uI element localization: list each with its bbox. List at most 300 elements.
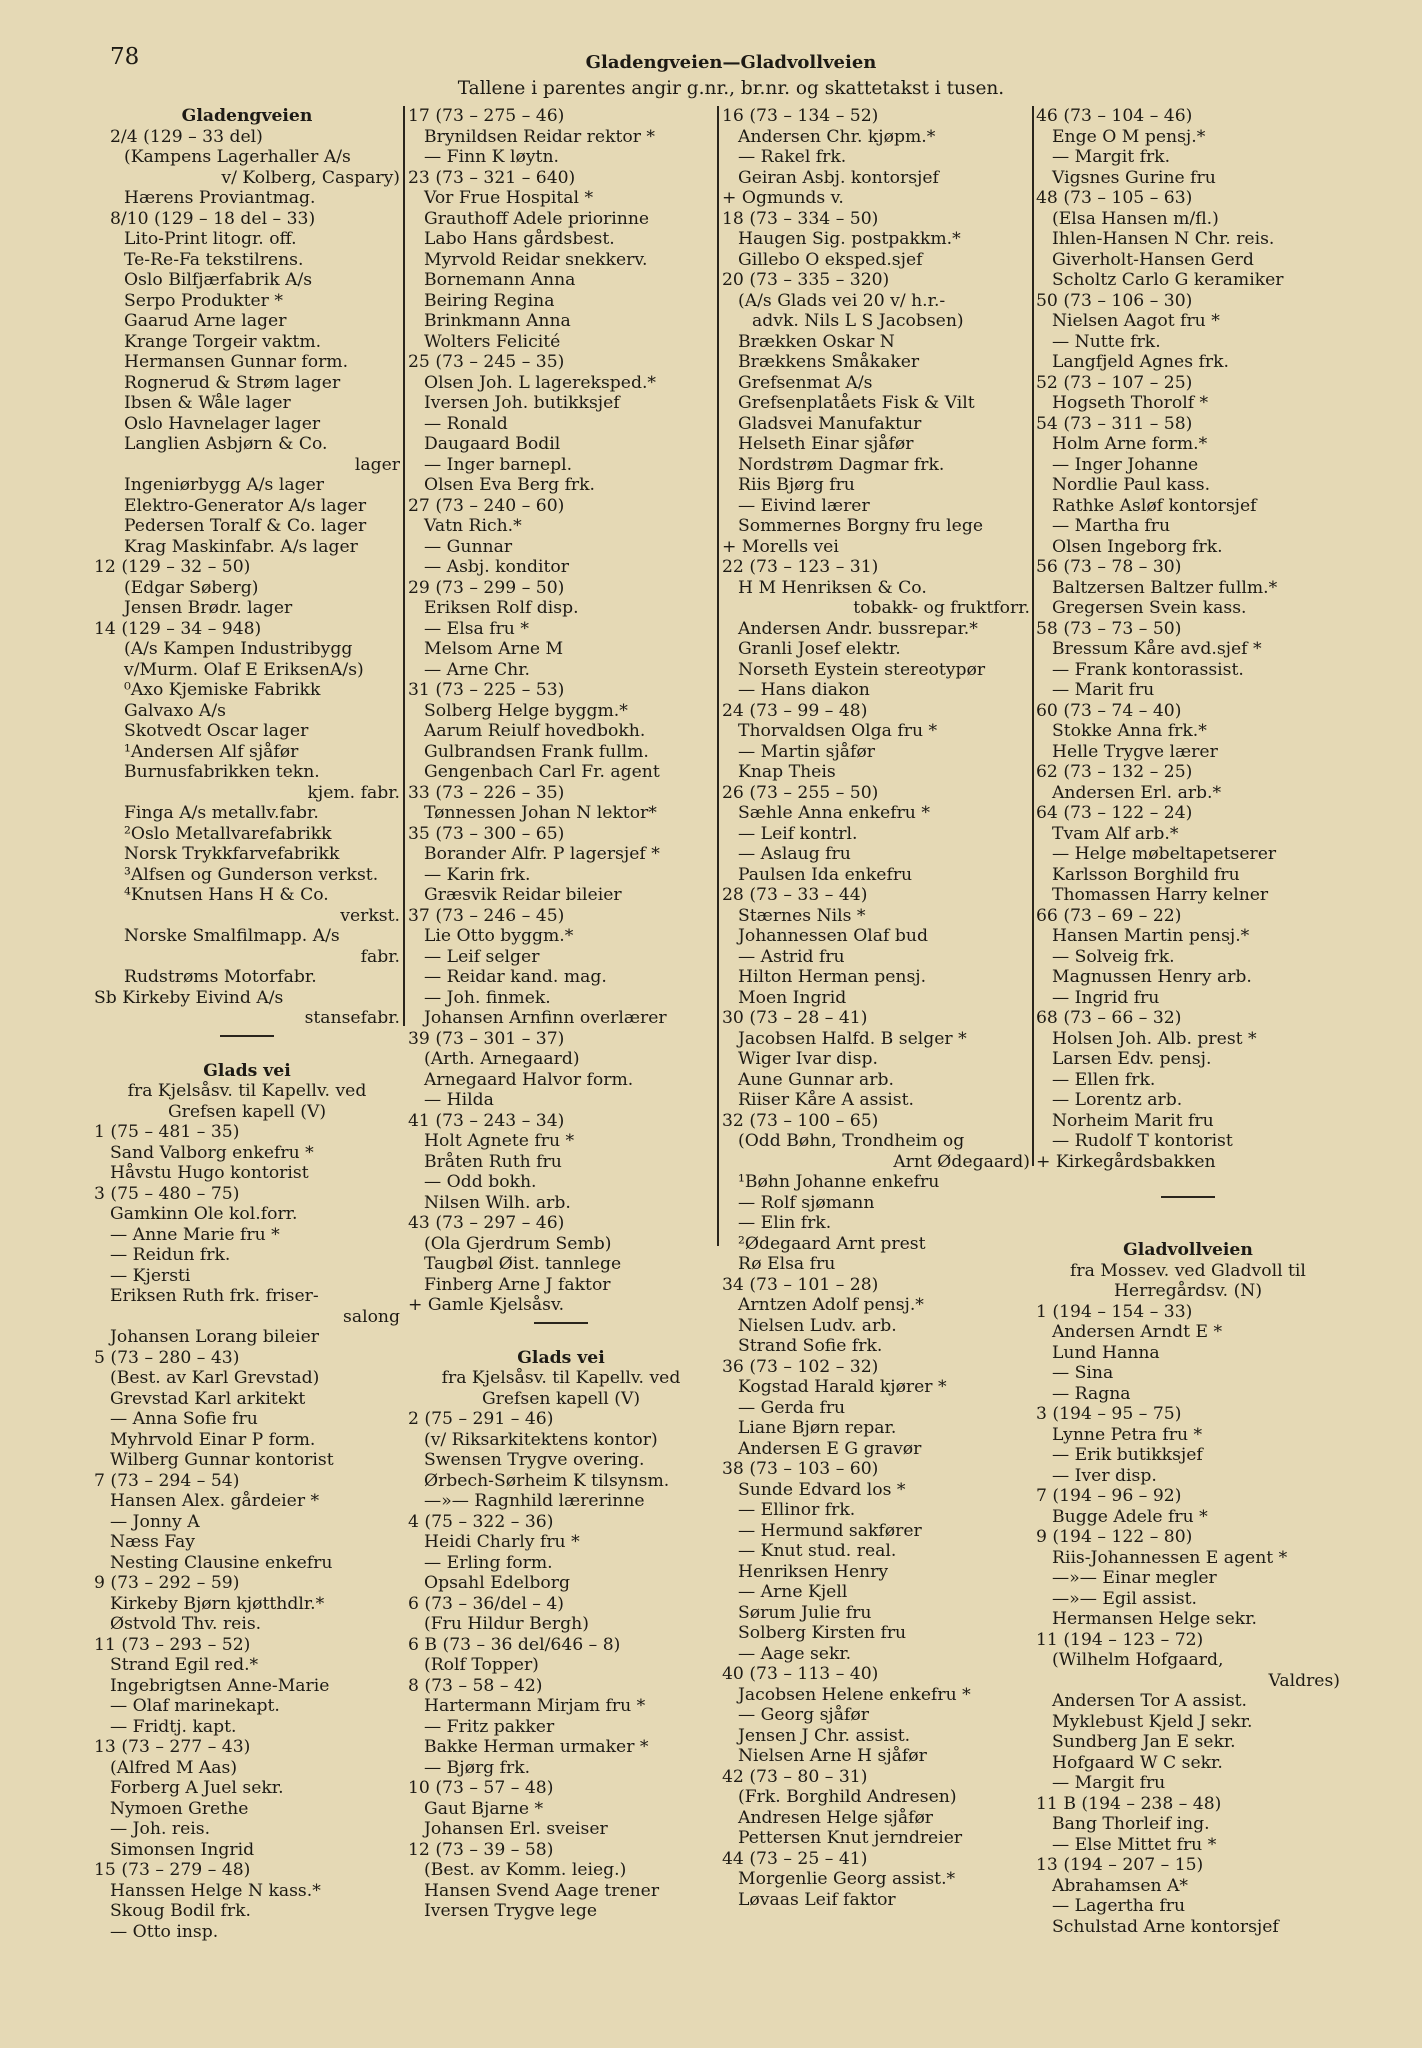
column-divider bbox=[403, 106, 405, 1026]
directory-line: — Ronald bbox=[424, 413, 508, 434]
directory-line: Andersen Arndt E * bbox=[1052, 1322, 1223, 1342]
directory-line: 27 (73 – 240 – 60) bbox=[408, 495, 565, 516]
directory-line: Sand Valborg enkefru * bbox=[110, 1142, 314, 1163]
directory-line: Nielsen Ludv. arb. bbox=[738, 1315, 897, 1336]
directory-line: Pettersen Knut jerndreier bbox=[738, 1828, 963, 1848]
directory-line: — Nutte frk. bbox=[1052, 331, 1161, 352]
spacer bbox=[1036, 1204, 1340, 1222]
directory-line: 6 (73 – 36/del – 4) bbox=[408, 1593, 564, 1614]
directory-line: 31 (73 – 225 – 53) bbox=[408, 680, 565, 700]
directory-line: 44 (73 – 25 – 41) bbox=[722, 1848, 868, 1869]
directory-line: advk. Nils L S Jacobsen) bbox=[752, 311, 964, 331]
directory-line: Norheim Marit fru bbox=[1052, 1110, 1214, 1131]
directory-line: — Reidar kand. mag. bbox=[424, 967, 607, 987]
directory-line: 41 (73 – 243 – 34) bbox=[408, 1110, 565, 1131]
directory-line: 14 (129 – 34 – 948) bbox=[94, 618, 262, 639]
directory-line: Ihlen-Hansen N Chr. reis. bbox=[1052, 229, 1275, 249]
directory-line: 29 (73 – 299 – 50) bbox=[408, 577, 565, 598]
directory-line: Ibsen & Wåle lager bbox=[124, 393, 291, 413]
directory-line: Sundberg Jan E sekr. bbox=[1052, 1732, 1236, 1752]
directory-line: Holsen Joh. Alb. prest * bbox=[1052, 1028, 1257, 1049]
directory-line: 5 (73 – 280 – 43) bbox=[94, 1347, 240, 1368]
directory-line: fabr. bbox=[360, 946, 400, 967]
directory-line: Johansen Erl. sveiser bbox=[424, 1819, 608, 1839]
directory-line: + Kirkegårdsbakken bbox=[1036, 1151, 1216, 1172]
directory-line: — Margit frk. bbox=[1052, 147, 1171, 167]
directory-line: Burnusfabrikken tekn. bbox=[124, 762, 320, 782]
directory-line: (Rolf Topper) bbox=[424, 1655, 539, 1675]
directory-line: — Astrid fru bbox=[738, 946, 845, 967]
directory-line: 33 (73 – 226 – 35) bbox=[408, 782, 565, 803]
directory-line: Andersen Erl. arb.* bbox=[1052, 782, 1222, 803]
directory-line: Skoug Bodil frk. bbox=[110, 1901, 251, 1921]
directory-line: 23 (73 – 321 – 640) bbox=[408, 167, 576, 188]
directory-line: Holt Agnete fru * bbox=[424, 1131, 575, 1151]
directory-line: 60 (73 – 74 – 40) bbox=[1036, 700, 1182, 721]
directory-line: 26 (73 – 255 – 50) bbox=[722, 782, 879, 803]
directory-line: 11 (73 – 293 – 52) bbox=[94, 1634, 251, 1655]
directory-line: Iversen Trygve lege bbox=[424, 1901, 597, 1921]
directory-line: — Anne Marie fru * bbox=[110, 1224, 280, 1245]
directory-line: 12 (129 – 32 – 50) bbox=[94, 557, 251, 577]
section-divider bbox=[408, 1316, 714, 1330]
directory-line: Vigsnes Gurine fru bbox=[1052, 167, 1216, 188]
directory-line: — Kjersti bbox=[110, 1265, 191, 1286]
directory-line: Wolters Felicité bbox=[424, 331, 561, 352]
directory-line: 2/4 (129 – 33 del) bbox=[110, 126, 263, 147]
directory-line: Sb Kirkeby Eivind A/s bbox=[94, 987, 284, 1008]
directory-line: Myklebust Kjeld J sekr. bbox=[1052, 1711, 1253, 1732]
directory-line: (Alfred M Aas) bbox=[110, 1757, 238, 1778]
directory-line: Gladsvei Manufaktur bbox=[738, 413, 922, 434]
directory-line: 11 B (194 – 238 – 48) bbox=[1036, 1793, 1222, 1814]
directory-line: Stærnes Nils * bbox=[738, 905, 866, 926]
directory-line: Grefsen kapell (V) bbox=[481, 1388, 641, 1409]
directory-line: — Fridtj. kapt. bbox=[110, 1716, 237, 1737]
directory-line: Kogstad Harald kjører * bbox=[738, 1377, 947, 1397]
directory-line: Helle Trygve lærer bbox=[1052, 741, 1218, 762]
directory-line: Beiring Regina bbox=[424, 290, 555, 311]
directory-line: Arnt Ødegaard) bbox=[893, 1151, 1030, 1172]
directory-line: — Fritz pakker bbox=[424, 1716, 555, 1737]
directory-line: — Ellinor frk. bbox=[738, 1500, 856, 1520]
directory-line: Brinkmann Anna bbox=[424, 311, 571, 331]
directory-line: Aune Gunnar arb. bbox=[738, 1069, 894, 1090]
directory-line: Daugaard Bodil bbox=[424, 434, 561, 454]
directory-line: + Ogmunds v. bbox=[722, 188, 844, 208]
directory-line: — Hans diakon bbox=[738, 680, 870, 700]
column-1 bbox=[94, 106, 400, 2026]
directory-line: — Arne Kjell bbox=[738, 1582, 848, 1602]
directory-line: — Elin frk. bbox=[738, 1213, 832, 1233]
directory-line: Elektro-Generator A/s lager bbox=[124, 495, 367, 516]
directory-line: 28 (73 – 33 – 44) bbox=[722, 885, 868, 905]
directory-line: Skotvedt Oscar lager bbox=[124, 721, 309, 741]
directory-line: 54 (73 – 311 – 58) bbox=[1036, 413, 1193, 434]
directory-line: Jacobsen Helene enkefru * bbox=[738, 1684, 971, 1705]
directory-line: Hansen Martin pensj.* bbox=[1052, 926, 1250, 946]
directory-line: Borander Alfr. P lagersjef * bbox=[424, 844, 660, 864]
directory-line: 12 (73 – 39 – 58) bbox=[408, 1839, 554, 1860]
directory-line: Hermansen Gunnar form. bbox=[124, 352, 349, 372]
directory-line: Bugge Adele fru * bbox=[1052, 1506, 1208, 1527]
directory-line: 9 (73 – 292 – 59) bbox=[94, 1573, 240, 1593]
directory-line: Arntzen Adolf pensj.* bbox=[738, 1295, 924, 1315]
directory-line: Gulbrandsen Frank fullm. bbox=[424, 741, 649, 762]
directory-line: Wiger Ivar disp. bbox=[738, 1049, 878, 1069]
directory-line: Norsk Trykkfarvefabrikk bbox=[124, 844, 340, 864]
directory-line: Sommernes Borgny fru lege bbox=[738, 516, 984, 536]
spacer bbox=[94, 1043, 400, 1061]
directory-line: — Olaf marinekapt. bbox=[110, 1696, 280, 1716]
page-title: Gladengveien—Gladvollveien bbox=[585, 52, 877, 73]
directory-line: — Elsa fru * bbox=[424, 618, 529, 639]
directory-line: 38 (73 – 103 – 60) bbox=[722, 1459, 879, 1479]
directory-line: — Sina bbox=[1052, 1363, 1114, 1383]
directory-line: — Leif kontrl. bbox=[738, 823, 858, 844]
directory-line: kjem. fabr. bbox=[307, 782, 400, 803]
page-subtitle: Tallene i parentes angir g.nr., br.nr. og skattetakst i tusen. bbox=[457, 78, 1005, 99]
directory-line: 42 (73 – 80 – 31) bbox=[722, 1766, 868, 1787]
directory-line: 16 (73 – 134 – 52) bbox=[722, 106, 879, 126]
directory-line: 56 (73 – 78 – 30) bbox=[1036, 557, 1182, 577]
directory-line: 9 (194 – 122 – 80) bbox=[1036, 1527, 1193, 1547]
directory-line: — Odd bokh. bbox=[424, 1172, 537, 1192]
directory-line: 24 (73 – 99 – 48) bbox=[722, 700, 868, 721]
directory-line: Sæhle Anna enkefru * bbox=[738, 803, 930, 823]
directory-line: Riis-Johannessen E agent * bbox=[1052, 1547, 1288, 1568]
directory-line: Jensen J Chr. assist. bbox=[738, 1725, 911, 1746]
directory-line: Rognerud & Strøm lager bbox=[124, 372, 341, 393]
directory-line: — Margit fru bbox=[1052, 1773, 1166, 1793]
directory-line: Nielsen Aagot fru * bbox=[1052, 311, 1220, 331]
directory-line: Swensen Trygve overing. bbox=[424, 1450, 645, 1470]
directory-line: fra Kjelsåsv. til Kapellv. ved bbox=[441, 1368, 681, 1388]
directory-line: Schulstad Arne kontorsjef bbox=[1052, 1916, 1279, 1937]
directory-line: Oslo Havnelager lager bbox=[124, 413, 321, 434]
directory-line: Hærens Proviantmag. bbox=[124, 188, 316, 208]
directory-line: 18 (73 – 334 – 50) bbox=[722, 208, 879, 229]
directory-line: 1 (194 – 154 – 33) bbox=[1036, 1301, 1193, 1322]
directory-line: Løvaas Leif faktor bbox=[738, 1889, 896, 1910]
directory-line: Lie Otto byggm.* bbox=[424, 926, 574, 946]
directory-line: Melsom Arne M bbox=[424, 639, 564, 659]
directory-line: Olsen Ingeborg frk. bbox=[1052, 536, 1223, 557]
directory-line: Krag Maskinfabr. A/s lager bbox=[124, 536, 358, 557]
directory-line: (Kampens Lagerhaller A/s bbox=[124, 147, 351, 167]
directory-line: — Karin frk. bbox=[424, 864, 531, 885]
directory-line: 46 (73 – 104 – 46) bbox=[1036, 106, 1193, 126]
directory-line: 7 (194 – 96 – 92) bbox=[1036, 1486, 1182, 1506]
directory-line: Eriksen Rolf disp. bbox=[424, 598, 579, 618]
directory-line: — Ellen frk. bbox=[1052, 1069, 1156, 1090]
directory-line: 13 (194 – 207 – 15) bbox=[1036, 1855, 1204, 1875]
directory-line: Vor Frue Hospital * bbox=[424, 188, 594, 208]
directory-line: Morgenlie Georg assist.* bbox=[738, 1869, 956, 1889]
directory-line: verkst. bbox=[340, 905, 400, 926]
directory-line: Geiran Asbj. kontorsjef bbox=[738, 167, 939, 188]
directory-line: Myrvold Reidar snekkerv. bbox=[424, 249, 648, 270]
directory-line: Langfjeld Agnes frk. bbox=[1052, 352, 1229, 372]
directory-line: 30 (73 – 28 – 41) bbox=[722, 1008, 868, 1028]
street-heading: Glads vei bbox=[203, 1060, 291, 1081]
spacer bbox=[1036, 1222, 1340, 1240]
directory-line: Wilberg Gunnar kontorist bbox=[110, 1450, 334, 1470]
directory-line: Abrahamsen A* bbox=[1052, 1875, 1189, 1896]
directory-line: Norske Smalfilmapp. A/s bbox=[124, 926, 340, 946]
directory-line: ²Ødegaard Arnt prest bbox=[738, 1233, 926, 1254]
directory-line: Hansen Svend Aage trener bbox=[424, 1880, 660, 1901]
directory-line: — Martha fru bbox=[1052, 516, 1171, 536]
directory-line: — Else Mittet fru * bbox=[1052, 1834, 1217, 1855]
directory-line: (Edgar Søberg) bbox=[124, 577, 259, 598]
directory-line: Strand Egil red.* bbox=[110, 1655, 259, 1675]
directory-line: (Wilhelm Hofgaard, bbox=[1052, 1650, 1224, 1670]
directory-line: Gamkinn Ole kol.forr. bbox=[110, 1204, 298, 1224]
directory-line: Olsen Joh. L lagereksped.* bbox=[424, 372, 656, 393]
directory-line: Grevstad Karl arkitekt bbox=[110, 1388, 306, 1409]
spacer bbox=[1036, 1172, 1340, 1190]
directory-line: Haugen Sig. postpakkm.* bbox=[738, 229, 961, 249]
directory-line: (Arth. Arnegaard) bbox=[424, 1049, 580, 1069]
directory-line: Moen Ingrid bbox=[738, 987, 847, 1008]
directory-line: Nielsen Arne H sjåfør bbox=[738, 1746, 927, 1766]
directory-line: 62 (73 – 132 – 25) bbox=[1036, 762, 1193, 782]
directory-line: Sunde Edvard los * bbox=[738, 1479, 906, 1500]
directory-line: Bornemann Anna bbox=[424, 270, 576, 290]
directory-line: — Helge møbeltapetserer bbox=[1052, 844, 1277, 864]
street-heading: Glads vei bbox=[517, 1347, 605, 1368]
directory-line: Rø Elsa fru bbox=[738, 1254, 836, 1274]
directory-line: — Jonny A bbox=[110, 1511, 200, 1532]
directory-line: 32 (73 – 100 – 65) bbox=[722, 1110, 879, 1131]
directory-line: lager bbox=[354, 454, 400, 475]
directory-line: 1 (75 – 481 – 35) bbox=[94, 1122, 240, 1142]
directory-line: Nordlie Paul kass. bbox=[1052, 475, 1211, 495]
directory-line: Johansen Lorang bileier bbox=[110, 1327, 319, 1347]
directory-line: ²Oslo Metallvarefabrikk bbox=[124, 823, 332, 844]
directory-line: Simonsen Ingrid bbox=[110, 1839, 255, 1860]
directory-line: Østvold Thv. reis. bbox=[110, 1614, 262, 1634]
directory-line: Solberg Kirsten fru bbox=[738, 1623, 907, 1643]
directory-line: Granli Josef elektr. bbox=[738, 639, 901, 659]
directory-line: — Reidun frk. bbox=[110, 1245, 231, 1265]
directory-line: Finberg Arne J faktor bbox=[424, 1274, 611, 1295]
directory-line: Karlsson Borghild fru bbox=[1052, 864, 1240, 885]
directory-line: 2 (75 – 291 – 46) bbox=[408, 1409, 554, 1429]
directory-line: 36 (73 – 102 – 32) bbox=[722, 1356, 879, 1377]
directory-line: — Rolf sjømann bbox=[738, 1192, 875, 1213]
directory-line: Nordstrøm Dagmar frk. bbox=[738, 454, 945, 475]
directory-line: Herregårdsv. (N) bbox=[1113, 1281, 1263, 1301]
directory-line: — Solveig frk. bbox=[1052, 946, 1175, 967]
directory-line: ¹Andersen Alf sjåfør bbox=[124, 741, 299, 762]
directory-line: 15 (73 – 279 – 48) bbox=[94, 1860, 251, 1880]
directory-line: salong bbox=[343, 1306, 400, 1327]
directory-line: 34 (73 – 101 – 28) bbox=[722, 1274, 879, 1295]
directory-line: 22 (73 – 123 – 31) bbox=[722, 557, 879, 577]
directory-line: 17 (73 – 275 – 46) bbox=[408, 106, 565, 126]
directory-line: Grauthoff Adele priorinne bbox=[424, 208, 650, 229]
directory-line: Stokke Anna frk.* bbox=[1052, 721, 1207, 741]
directory-line: Græsvik Reidar bileier bbox=[424, 885, 622, 905]
directory-line: 52 (73 – 107 – 25) bbox=[1036, 372, 1193, 393]
directory-line: Serpo Produkter * bbox=[124, 290, 283, 311]
directory-line: 20 (73 – 335 – 320) bbox=[722, 270, 890, 290]
directory-line: Oslo Bilfjærfabrik A/s bbox=[124, 270, 313, 290]
directory-line: Jensen Brødr. lager bbox=[124, 598, 293, 618]
directory-line: (v/ Riksarkitektens kontor) bbox=[424, 1429, 658, 1450]
directory-line: Hartermann Mirjam fru * bbox=[424, 1696, 646, 1716]
directory-line: — Otto insp. bbox=[110, 1921, 219, 1942]
directory-line: 43 (73 – 297 – 46) bbox=[408, 1213, 565, 1233]
directory-line: ⁰Axo Kjemiske Fabrikk bbox=[124, 680, 321, 700]
directory-line: (Ola Gjerdrum Semb) bbox=[424, 1233, 612, 1254]
directory-line: — Lorentz arb. bbox=[1052, 1090, 1183, 1110]
directory-line: — Ingrid fru bbox=[1052, 987, 1160, 1008]
directory-line: 4 (75 – 322 – 36) bbox=[408, 1511, 554, 1532]
directory-line: 10 (73 – 57 – 48) bbox=[408, 1778, 554, 1798]
directory-line: Hermansen Helge sekr. bbox=[1052, 1609, 1258, 1629]
directory-line: — Frank kontorassist. bbox=[1052, 659, 1244, 680]
directory-line: 58 (73 – 73 – 50) bbox=[1036, 618, 1182, 639]
directory-line: fra Kjelsåsv. til Kapellv. ved bbox=[127, 1081, 367, 1101]
directory-line: Håvstu Hugo kontorist bbox=[110, 1163, 309, 1183]
directory-line: (Frk. Borghild Andresen) bbox=[738, 1787, 957, 1807]
directory-line: Olsen Eva Berg frk. bbox=[424, 475, 596, 495]
directory-line: — Anna Sofie fru bbox=[110, 1409, 258, 1429]
directory-line: Johannessen Olaf bud bbox=[738, 926, 928, 946]
directory-line: Nymoen Grethe bbox=[110, 1798, 249, 1819]
directory-line: — Gerda fru bbox=[738, 1397, 846, 1418]
directory-line: 8/10 (129 – 18 del – 33) bbox=[110, 208, 316, 229]
directory-line: Grefsenplatåets Fisk & Vilt bbox=[738, 393, 975, 413]
directory-line: 40 (73 – 113 – 40) bbox=[722, 1664, 879, 1684]
directory-line: Bang Thorleif ing. bbox=[1052, 1814, 1210, 1834]
directory-line: Te-Re-Fa tekstilrens. bbox=[124, 249, 304, 270]
directory-line: Tvam Alf arb.* bbox=[1052, 823, 1179, 844]
directory-line: Hogseth Thorolf * bbox=[1052, 393, 1209, 413]
directory-line: Hansen Alex. gårdeier * bbox=[110, 1491, 320, 1511]
directory-line: Lito-Print litogr. off. bbox=[124, 229, 297, 249]
directory-line: Bråten Ruth fru bbox=[424, 1151, 562, 1172]
directory-line: fra Mossev. ved Gladvoll til bbox=[1070, 1260, 1306, 1281]
directory-line: 39 (73 – 301 – 37) bbox=[408, 1028, 565, 1049]
directory-line: Tønnessen Johan N lektor* bbox=[424, 803, 657, 823]
directory-line: Andersen E G gravør bbox=[738, 1438, 922, 1459]
directory-line: Pedersen Toralf & Co. lager bbox=[124, 516, 367, 536]
directory-line: Brækkens Småkaker bbox=[738, 352, 920, 372]
directory-line: — Joh. reis. bbox=[110, 1819, 211, 1839]
directory-line: Brækken Oskar N bbox=[738, 331, 895, 352]
directory-line: Larsen Edv. pensj. bbox=[1052, 1049, 1212, 1069]
column-divider bbox=[717, 106, 719, 1246]
directory-line: — Ragna bbox=[1052, 1383, 1131, 1404]
directory-line: Johansen Arnfinn overlærer bbox=[424, 1008, 667, 1028]
directory-line: Labo Hans gårdsbest. bbox=[424, 229, 615, 249]
street-heading: Gladvollveien bbox=[1123, 1240, 1253, 1260]
directory-line: Scholtz Carlo G keramiker bbox=[1052, 270, 1284, 290]
column-3 bbox=[722, 106, 1030, 2026]
directory-line: — Martin sjåfør bbox=[738, 741, 875, 762]
directory-line: Strand Sofie frk. bbox=[738, 1336, 883, 1356]
directory-line: (A/s Glads vei 20 v/ h.r.- bbox=[738, 290, 946, 311]
directory-line: Bressum Kåre avd.sjef * bbox=[1052, 639, 1262, 659]
directory-line: 3 (194 – 95 – 75) bbox=[1036, 1404, 1182, 1424]
directory-line: Rathke Asløf kontorsjef bbox=[1052, 495, 1257, 516]
directory-line: 50 (73 – 106 – 30) bbox=[1036, 290, 1193, 311]
directory-line: —»— Ragnhild lærerinne bbox=[424, 1491, 645, 1511]
directory-line: — Rudolf T kontorist bbox=[1052, 1131, 1233, 1151]
directory-line: Valdres) bbox=[1268, 1670, 1340, 1691]
spacer bbox=[408, 1330, 714, 1348]
directory-line: —»— Egil assist. bbox=[1052, 1588, 1197, 1609]
directory-line: Iversen Joh. butikksjef bbox=[424, 393, 620, 413]
directory-line: Gaut Bjarne * bbox=[424, 1798, 544, 1819]
directory-line: Bakke Herman urmaker * bbox=[424, 1737, 649, 1757]
directory-line: — Hilda bbox=[424, 1090, 494, 1110]
directory-line: — Bjørg frk. bbox=[424, 1757, 531, 1778]
directory-line: Ingeniørbygg A/s lager bbox=[124, 475, 324, 495]
directory-line: Grefsen kapell (V) bbox=[167, 1101, 327, 1122]
directory-line: Giverholt-Hansen Gerd bbox=[1052, 249, 1254, 270]
directory-line: 35 (73 – 300 – 65) bbox=[408, 823, 565, 844]
directory-line: — Asbj. konditor bbox=[424, 557, 569, 577]
directory-line: — Inger barnepl. bbox=[424, 454, 573, 475]
directory-line: — Arne Chr. bbox=[424, 659, 530, 680]
directory-line: Magnussen Henry arb. bbox=[1052, 967, 1252, 987]
directory-line: Aarum Reiulf hovedbokh. bbox=[424, 721, 646, 741]
directory-line: v/Murm. Olaf E EriksenA/s) bbox=[124, 659, 364, 680]
directory-line: Gregersen Svein kass. bbox=[1052, 598, 1247, 618]
directory-line: — Knut stud. real. bbox=[738, 1541, 897, 1561]
directory-line: Eriksen Ruth frk. friser- bbox=[110, 1286, 319, 1306]
directory-line: Gengenbach Carl Fr. agent bbox=[424, 762, 660, 782]
section-divider bbox=[1036, 1190, 1340, 1204]
directory-line: Ingebrigtsen Anne-Marie bbox=[110, 1675, 330, 1696]
directory-line: Hofgaard W C sekr. bbox=[1052, 1752, 1223, 1773]
directory-line: H M Henriksen & Co. bbox=[738, 577, 927, 598]
directory-line: Brynildsen Reidar rektor * bbox=[424, 126, 656, 147]
directory-line: Andresen Helge sjåfør bbox=[738, 1807, 934, 1828]
directory-line: — Inger Johanne bbox=[1052, 454, 1199, 475]
directory-line: (A/s Kampen Industribygg bbox=[124, 639, 353, 659]
directory-line: Krange Torgeir vaktm. bbox=[124, 331, 322, 352]
directory-line: ⁴Knutsen Hans H & Co. bbox=[124, 885, 329, 905]
directory-line: — Aslaug fru bbox=[738, 844, 851, 864]
directory-line: ¹Bøhn Johanne enkefru bbox=[738, 1172, 940, 1192]
directory-line: Vatn Rich.* bbox=[424, 516, 522, 536]
directory-line: Baltzersen Baltzer fullm.* bbox=[1052, 577, 1278, 598]
directory-line: 25 (73 – 245 – 35) bbox=[408, 352, 565, 372]
directory-line: Hanssen Helge N kass.* bbox=[110, 1880, 321, 1901]
directory-line: stansefabr. bbox=[304, 1008, 400, 1028]
directory-line: 7 (73 – 294 – 54) bbox=[94, 1470, 240, 1491]
directory-line: Opsahl Edelborg bbox=[424, 1573, 570, 1593]
directory-line: + Morells vei bbox=[722, 536, 839, 557]
directory-line: Forberg A Juel sekr. bbox=[110, 1778, 284, 1798]
directory-line: — Marit fru bbox=[1052, 680, 1155, 700]
directory-line: Nesting Clausine enkefru bbox=[110, 1552, 333, 1573]
column-2 bbox=[408, 106, 714, 2026]
directory-line: + Gamle Kjelsåsv. bbox=[408, 1295, 565, 1315]
directory-line: (Odd Bøhn, Trondheim og bbox=[738, 1131, 965, 1151]
directory-line: — Eivind lærer bbox=[738, 495, 870, 516]
directory-line: v/ Kolberg, Caspary) bbox=[221, 167, 400, 188]
directory-line: 68 (73 – 66 – 32) bbox=[1036, 1008, 1182, 1028]
column-divider bbox=[1032, 106, 1034, 1166]
directory-line: 37 (73 – 246 – 45) bbox=[408, 905, 565, 926]
